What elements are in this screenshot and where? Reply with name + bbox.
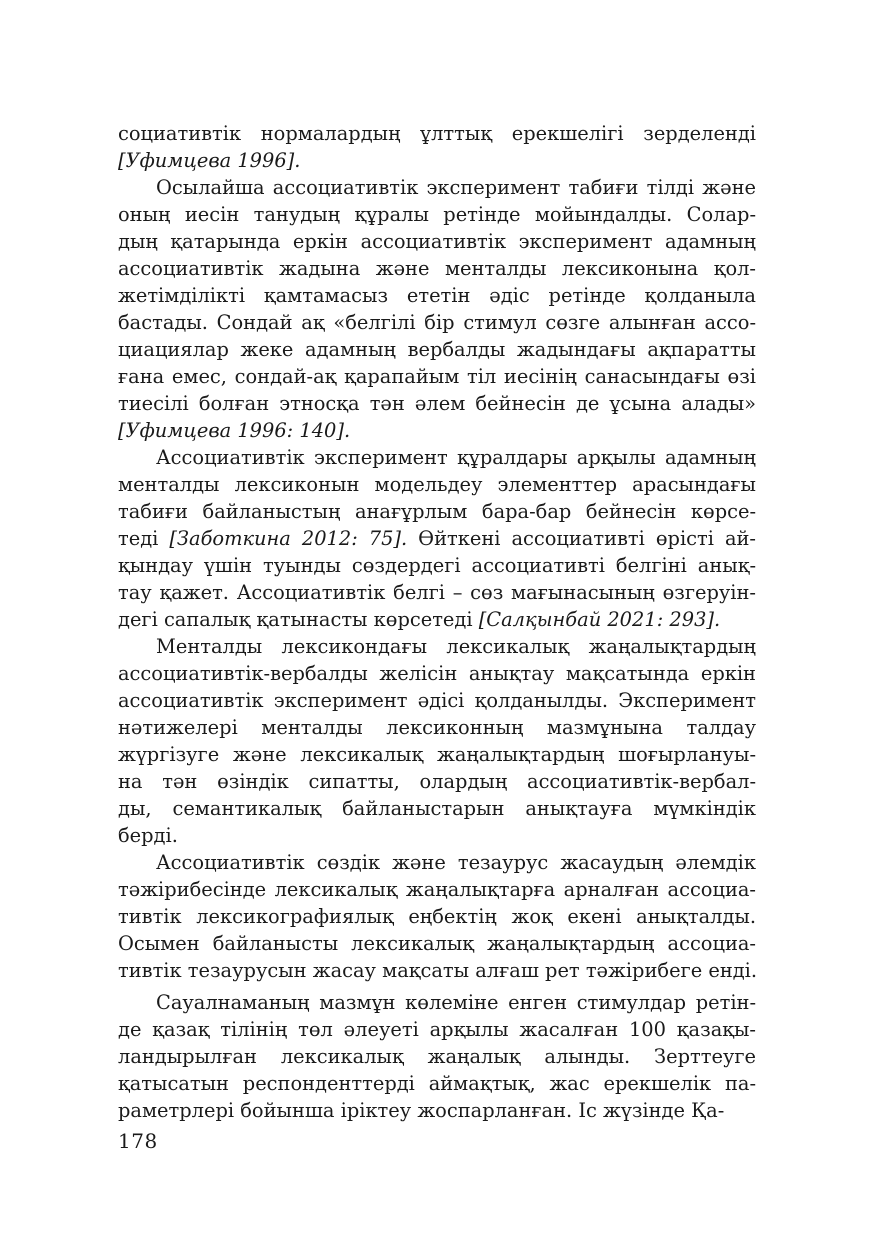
text-line (118, 147, 756, 174)
text-line (118, 471, 756, 498)
text-line (118, 444, 756, 471)
text-segment: нәтижелері менталды лексиконның мазмұнына талдау (118, 716, 756, 739)
text-segment: тау қажет. Ассоциативтік белгі – сөз мағынасының өзгеруін- (118, 581, 756, 604)
text-segment: социативтік нормалардың ұлттық ерекшелігі зерделенді (118, 122, 756, 145)
text-segment: қындау үшін туынды сөздердегі ассоциативті белгіні анық- (118, 554, 756, 577)
text-line (118, 120, 756, 147)
text-line (118, 741, 756, 768)
page-body (118, 120, 756, 1124)
text-segment: берді. (118, 824, 178, 847)
text-segment: Менталды лексикондағы лексикалық жаңалықтардың (156, 635, 756, 658)
text-line (118, 989, 756, 1016)
text-segment: жүргізуге және лексикалық жаңалықтардың шоғырлануы- (118, 743, 756, 766)
text-line (118, 255, 756, 282)
text-segment: ғана емес, сондай-ақ қарапайым тіл иесінің санасындағы өзі (118, 365, 756, 388)
text-segment: табиғи байланыстың анағұрлым бара-бар бейнесін көрсе- (118, 500, 756, 523)
text-line (118, 363, 756, 390)
paragraph (118, 444, 756, 633)
text-line (118, 525, 756, 552)
text-segment: ды, семантикалық байланыстарын анықтауға мүмкіндік (118, 797, 756, 820)
text-line (118, 282, 756, 309)
text-segment: ассоциативтік жадына және менталды лексиконына қол- (118, 257, 756, 280)
citation: [Салқынбай 2021: 293]. (478, 608, 721, 631)
text-segment: дегі сапалық қатынасты көрсетеді (118, 608, 479, 631)
text-line (118, 201, 756, 228)
text-segment: тивтік тезаурусын жасау мақсаты алғаш рет тәжірибеге енді. (118, 959, 758, 982)
text-line (118, 228, 756, 255)
text-line (118, 579, 756, 606)
text-line (118, 309, 756, 336)
text-segment: тиесілі болған этносқа тән әлем бейнесін де ұсына алады» (118, 392, 756, 415)
text-line (118, 633, 756, 660)
paragraph (118, 633, 756, 849)
citation: [Уфимцева 1996: 140]. (118, 419, 351, 442)
text-line (118, 903, 756, 930)
text-line (118, 930, 756, 957)
text-line (118, 390, 756, 417)
text-line (118, 552, 756, 579)
text-line (118, 768, 756, 795)
text-line (118, 1097, 756, 1124)
citation: [Заботкина 2012: 75]. (169, 527, 408, 550)
paragraph (118, 174, 756, 444)
text-segment: на тән өзіндік сипатты, олардың ассоциативтік-вербал- (118, 770, 756, 793)
text-segment: оның иесін танудың құралы ретінде мойындалды. Солар- (118, 203, 756, 226)
text-segment: менталды лексиконын модельдеу элементтер арасындағы (118, 473, 756, 496)
text-line (118, 849, 756, 876)
text-segment: теді (118, 527, 170, 550)
text-line (118, 417, 756, 444)
text-line (118, 957, 756, 984)
text-segment: бастады. Сондай ақ «белгілі бір стимул сөзге алынған ассо- (118, 311, 756, 334)
text-line (118, 1070, 756, 1097)
paragraph (118, 120, 756, 174)
text-segment: де қазақ тілінің төл әлеуеті арқылы жасалған 100 қазақы- (118, 1018, 756, 1041)
text-segment: қатысатын респонденттерді аймақтық, жас ерекшелік па- (118, 1072, 756, 1095)
paragraph (118, 849, 756, 984)
text-line (118, 660, 756, 687)
text-line (118, 714, 756, 741)
text-segment: Осылайша ассоциативтік эксперимент табиғи тілді және (156, 176, 756, 199)
text-segment: тивтік лексикографиялық еңбектің жоқ екені анықталды. (118, 905, 756, 928)
text-segment: Сауалнаманың мазмұн көлеміне енген стимулдар ретін- (156, 991, 756, 1014)
text-line (118, 336, 756, 363)
text-segment: тәжірибесінде лексикалық жаңалықтарға арналған ассоциа- (118, 878, 756, 901)
page-number: 178 (118, 1129, 158, 1153)
text-segment: раметрлері бойынша іріктеу жоспарланған. Іс жүзінде Қа- (118, 1099, 725, 1122)
text-line (118, 795, 756, 822)
text-segment: Ассоциативтік сөздік және тезаурус жасаудың әлемдік (156, 851, 756, 874)
text-line (118, 498, 756, 525)
text-segment: ассоциативтік-вербалды желісін анықтау мақсатында еркін (118, 662, 756, 685)
text-segment: Ассоциативтік эксперимент құралдары арқылы адамның (156, 446, 756, 469)
text-segment: ландырылған лексикалық жаңалық алынды. Зерттеуге (118, 1045, 756, 1068)
text-segment: дың қатарында еркін ассоциативтік эксперимент адамның (118, 230, 756, 253)
paragraph (118, 989, 756, 1124)
text-segment: Өйткені ассоциативті өрісті ай- (407, 527, 756, 550)
text-line (118, 1016, 756, 1043)
text-segment: циациялар жеке адамның вербалды жадындағы ақпаратты (118, 338, 756, 361)
text-line (118, 822, 756, 849)
citation: [Уфимцева 1996]. (118, 149, 301, 172)
text-line (118, 687, 756, 714)
text-line (118, 876, 756, 903)
text-line (118, 606, 756, 633)
text-line (118, 174, 756, 201)
text-segment: жетімділікті қамтамасыз ететін әдіс ретінде қолданыла (118, 284, 756, 307)
text-segment: Осымен байланысты лексикалық жаңалықтардың ассоциа- (118, 932, 756, 955)
text-line (118, 1043, 756, 1070)
text-segment: ассоциативтік эксперимент әдісі қолданылды. Эксперимент (118, 689, 756, 712)
